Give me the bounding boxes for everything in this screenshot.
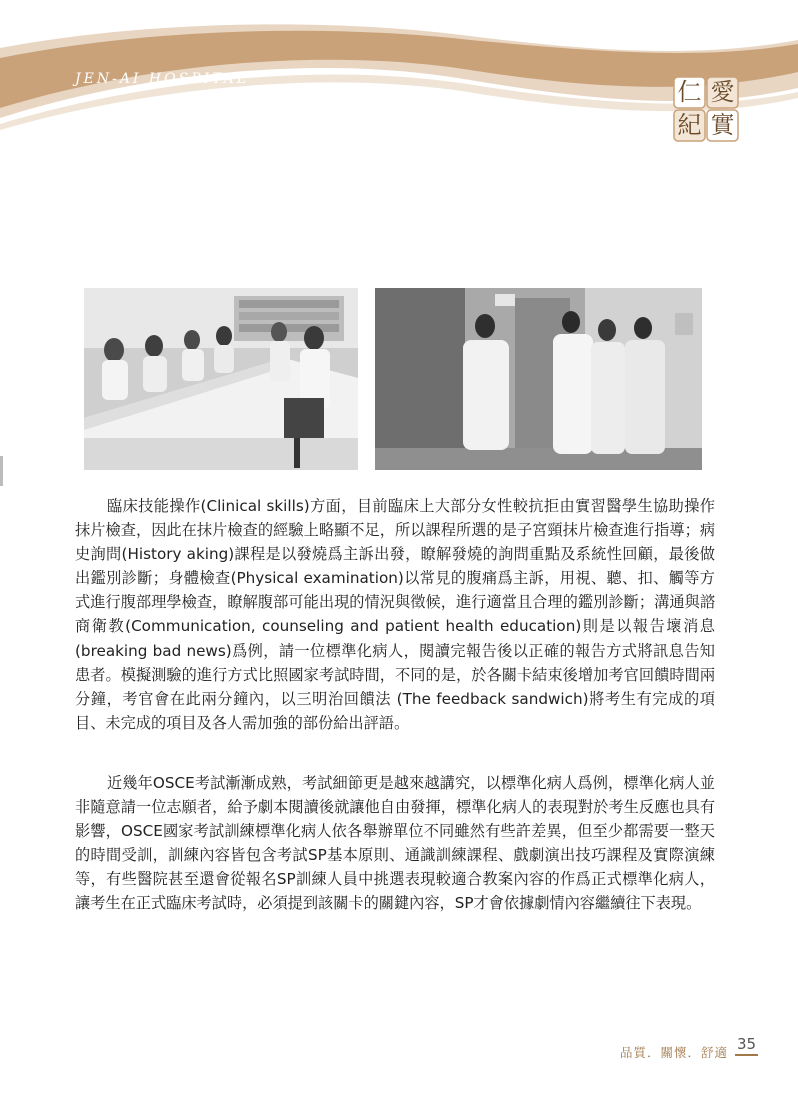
page-number-underline (735, 1054, 758, 1056)
logo-char-shi: 實 (710, 111, 735, 139)
paragraph-clinical-skills: 臨床技能操作(Clinical skills)方面，目前臨床上大部分女性較抗拒由實習醫學生協助操作抹片檢查，因此在抹片檢查的經驗上略顯不足，所以課程所選的是子宮頸抹片檢查進行指導；病史詢問(History aking)課程是以發燒爲主訴出發，瞭解發燒的詢問重點及系統性回顧，最後做出鑑別診斷；身體檢查(Physical examination)以常見的腹痛爲主訴，用視、聽、扣、觸等方式進行腹部理學檢查，瞭解腹部可能出現的情況與徵候，進行適當且合理的鑑別診斷；溝通與諮商衛教(Communication, counseling and patient health education)則是以報告壞消息(breaking bad news)爲例，請一位標準化病人，閱讀完報告後以正確的報告方式將訊息告知患者。模擬測驗的進行方式比照國家考試時間，不同的是，於各關卡結束後增加考官回饋時間兩分鐘，考官會在此兩分鐘內，以三明治回饋法 (The feedback sandwich)將考生有完成的項目、未完成的項目及各人需加強的部份給出評語。 (75, 497, 715, 732)
logo-char-ren: 仁 (677, 78, 702, 106)
hospital-name: JEN-AI HOSPITAL (75, 71, 250, 87)
classroom-photo-icon (84, 288, 358, 470)
paragraph-osce-standardized-patients: 近幾年OSCE考試漸漸成熟，考試細節更是越來越講究，以標準化病人爲例，標準化病人並非隨意請一位志願者，給予劇本閱讀後就讓他自由發揮，標準化病人的表現對於考生反應也具有影響，OSCE國家考試訓練標準化病人依各舉辦單位不同雖然有些許差異，但至少都需要一整天的時間受訓，訓練內容皆包含考試SP基本原則、通識訓練課程、戲劇演出技巧課程及實際演練等，有些醫院甚至還會從報名SP訓練人員中挑選表現較適合教案內容的作爲正式標準化病人，讓考生在正式臨床考試時，必須提到該關卡的關鍵內容，SP才會依據劇情內容繼續往下表現。 (75, 774, 715, 913)
logo-char-ai: 愛 (710, 78, 735, 106)
hallway-osce-photo-icon (375, 288, 702, 470)
footer-tagline: 品質．關懷．舒適 (620, 1045, 729, 1060)
hospital-logo (673, 76, 739, 142)
logo-char-ji: 紀 (677, 111, 702, 139)
page-number: 35 (737, 1035, 757, 1053)
margin-marker (0, 456, 3, 486)
